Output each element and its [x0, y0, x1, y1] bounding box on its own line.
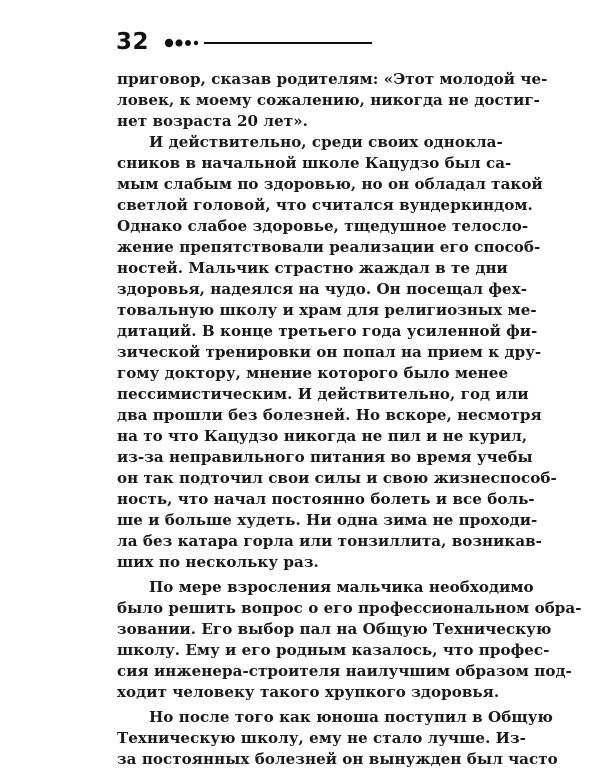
text-line: нет возраста 20 лет». [117, 112, 308, 130]
text-line: сников в начальной школе Кацудзо был са- [117, 154, 512, 172]
page-header [116, 28, 376, 58]
text-line: Однако слабое здоровье, тщедушное телосло- [117, 217, 529, 235]
text-line: ла без катара горла или тонзиллита, возникав- [117, 532, 542, 550]
text-line: И действительно, среди своих однокла- [149, 133, 503, 151]
text-line: пессимистическим. И действительно, год или [117, 385, 529, 403]
text-line: По мере взросления мальчика необходимо [149, 578, 534, 596]
body-text [117, 69, 582, 770]
page-number: 32 [116, 29, 150, 55]
text-line: жение препятствовали реализации его способ- [117, 238, 541, 256]
text-line: Но после того как юноша поступил в Общую [149, 708, 553, 726]
text-line: ловек, к моему сожалению, никогда не достиг- [117, 91, 540, 109]
text-line: гому доктору, мнение которого было менее [117, 364, 509, 382]
text-line: здоровья, надеялся на чудо. Он посещал фех- [117, 280, 528, 298]
text-line: два прошли без болезней. Но вскоре, несмотря [117, 406, 542, 424]
text-line: ностей. Мальчик страстно жаждал в те дни [117, 259, 508, 277]
text-line: ше и больше худеть. Ни одна зима не проходи- [117, 511, 538, 529]
text-line: зической тренировки он попал на прием к дру- [117, 343, 542, 361]
text-line: ших по нескольку раз. [117, 553, 319, 571]
header-ornament [164, 36, 374, 50]
text-line: сия инженера-строителя наилучшим образом под- [117, 662, 572, 680]
text-line: мым слабым по здоровью, но он обладал такой [117, 175, 543, 193]
text-line: Техническую школу, ему не стало лучше. Из- [117, 729, 526, 747]
paragraph [117, 132, 557, 573]
text-line: светлой головой, что считался вундеркиндом. [117, 196, 533, 214]
text-line: ходит человеку такого хрупкого здоровья. [117, 683, 500, 701]
text-line: зовании. Его выбор пал на Общую Техническую [117, 620, 552, 638]
text-line: ность, что начал постоянно болеть и все боль- [117, 490, 535, 508]
text-line: на то что Кацудзо никогда не пил и не курил, [117, 427, 528, 445]
text-line: было решить вопрос о его профессиональном обра- [117, 599, 582, 617]
text-line: он так подточил свои силы и свою жизнеспособ- [117, 469, 557, 487]
text-line: товальную школу и храм для религиозных ме- [117, 301, 537, 319]
text-line: из-за неправильного питания во время учебы [117, 448, 533, 466]
text-line: школу. Ему и его родным казалось, что профес- [117, 641, 550, 659]
text-line: за постоянных болезней он вынужден был часто [117, 750, 558, 768]
text-line: дитаций. В конце третьего года усиленной фи- [117, 322, 538, 340]
text-line: приговор, сказав родителям: «Этот молодой че- [117, 70, 548, 88]
paragraph [117, 69, 548, 132]
paragraph [117, 577, 582, 703]
paragraph [117, 707, 558, 770]
